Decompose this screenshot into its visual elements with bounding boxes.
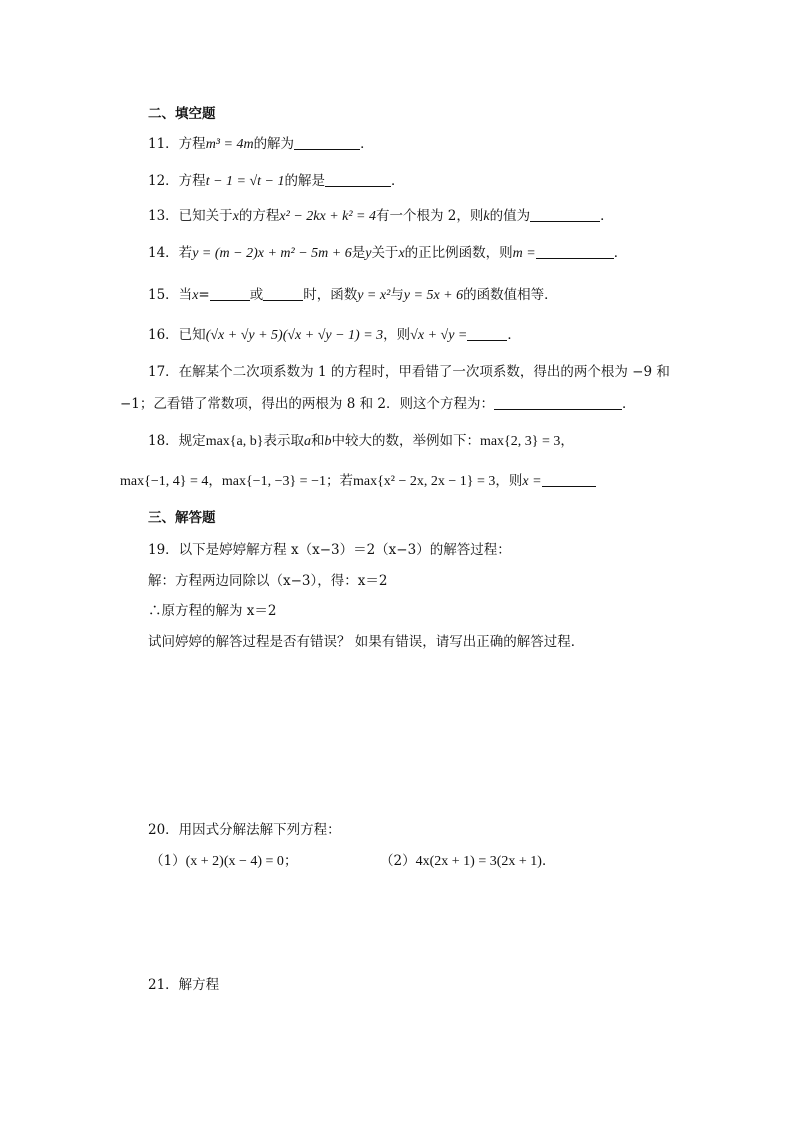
- question-21-title: 21．解方程: [148, 977, 220, 993]
- section-fill-blank-title: 二、填空题: [148, 106, 216, 122]
- answer-blank-15a[interactable]: [210, 286, 250, 301]
- answer-blank-15b[interactable]: [263, 286, 303, 301]
- question-20-part-2: （2）4x(2x + 1) = 3(2x + 1)．: [380, 853, 556, 869]
- question-13: 13．已知关于x的方程x² − 2kx + k² = 4有一个根为 2，则k的值为 ．: [148, 208, 614, 224]
- question-15: 15．当x= 或 时，函数y = x²与y = 5x + 6的函数值相等．: [148, 287, 558, 303]
- question-17-line-1: 17．在解某个二次项系数为 1 的方程时，甲看错了一次项系数，得出的两个根为 −9 和: [148, 364, 670, 380]
- question-18-line-2: max{−1, 4} = 4，max{−1, −3} = −1；若max{x² − 2x, 2x − 1} = 3，则x =: [120, 471, 596, 492]
- question-20-part-1: （1）(x + 2)(x − 4) = 0；: [150, 853, 298, 869]
- answer-blank-13[interactable]: [530, 207, 600, 222]
- question-19-line-3: ∴原方程的解为 x＝2: [148, 603, 277, 619]
- answer-blank-11[interactable]: [294, 135, 360, 150]
- answer-blank-14[interactable]: [536, 244, 614, 259]
- answer-blank-17[interactable]: [494, 395, 622, 410]
- question-11: 11．方程m³ = 4m的解为 ．: [148, 136, 374, 152]
- answer-blank-16[interactable]: [467, 326, 507, 341]
- question-12: 12．方程t − 1 = √t − 1的解是 ．: [148, 173, 405, 189]
- question-18-line-1: 18．规定max{a, b}表示取a和b中较大的数，举例如下：max{2, 3} = 3，: [148, 433, 574, 449]
- answer-blank-18[interactable]: [542, 472, 596, 487]
- question-17-line-2: −1；乙看错了常数项，得出的两根为 8 和 2．则这个方程为： ．: [120, 396, 636, 412]
- answer-blank-12[interactable]: [325, 172, 391, 187]
- section-answer-title: 三、解答题: [148, 510, 216, 526]
- question-19-line-1: 19．以下是婷婷解方程 x（x−3）＝2（x−3）的解答过程：: [148, 542, 511, 558]
- question-16: 16．已知(√x + √y + 5)(√x + √y − 1) = 3，则√x + √y = ．: [148, 327, 521, 343]
- question-19-line-4: 试问婷婷的解答过程是否有错误？ 如果有错误，请写出正确的解答过程．: [148, 634, 585, 650]
- question-19-line-2: 解：方程两边同除以（x−3），得：x＝2: [148, 573, 388, 589]
- question-14: 14．若y = (m − 2)x + m² − 5m + 6是y关于x的正比例函数，则m = ．: [148, 245, 628, 261]
- question-20-title: 20．用因式分解法解下列方程：: [148, 822, 341, 838]
